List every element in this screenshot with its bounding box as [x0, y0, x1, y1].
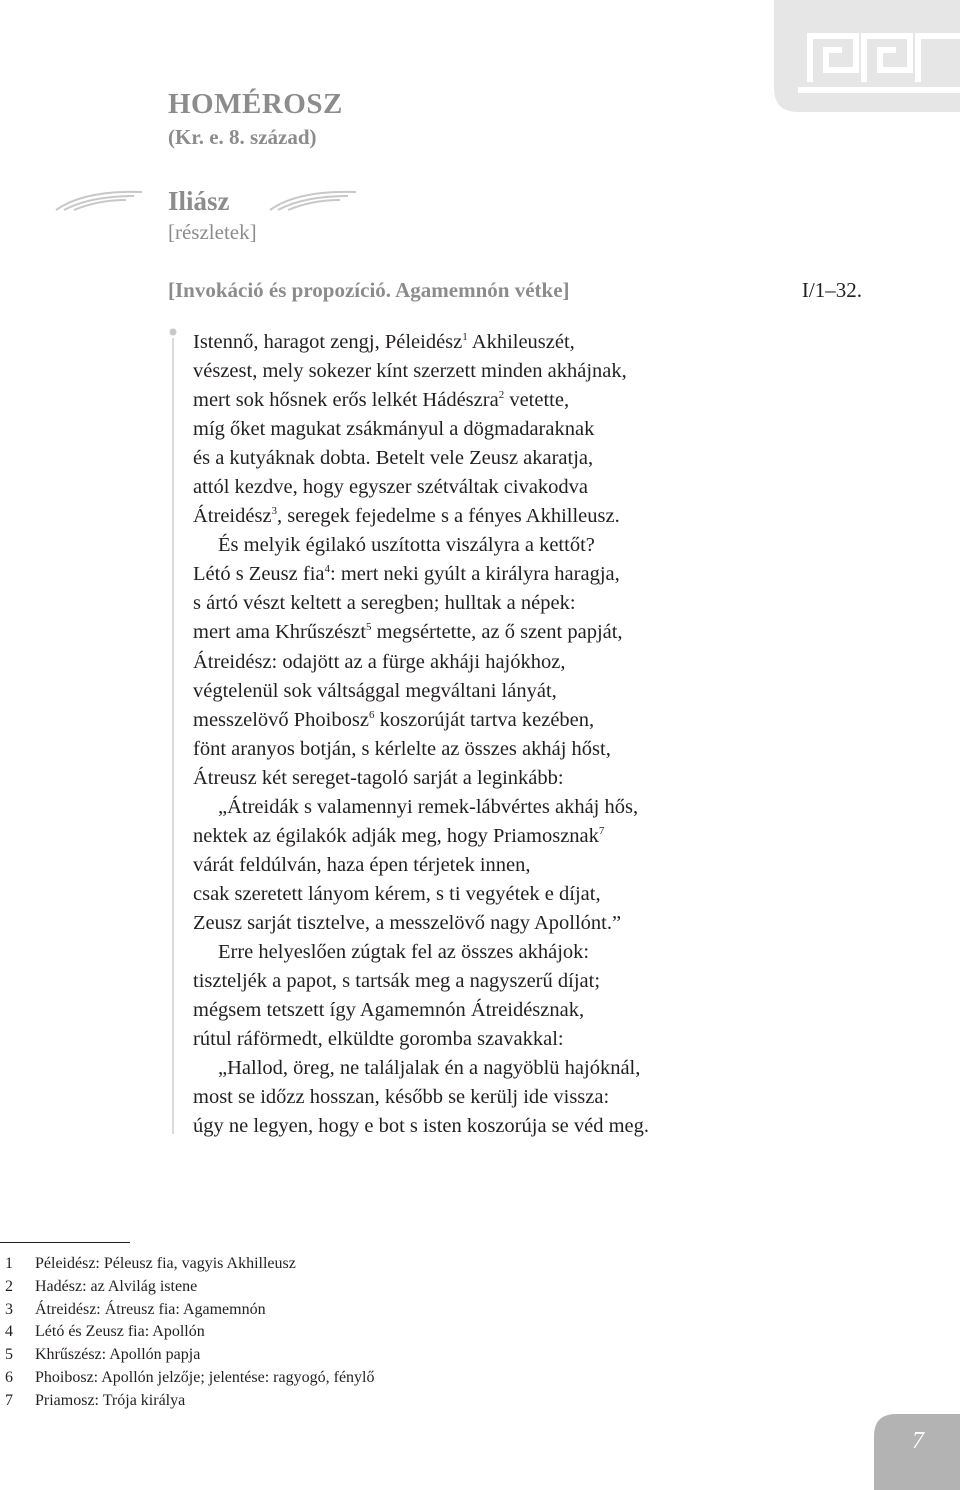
poem-text [193, 328, 753, 1141]
work-subtitle: [részletek] [168, 220, 257, 244]
wave-swirl-icon [54, 188, 144, 212]
footnote-text: Péleidész: Péleusz fia, vagyis Akhilleusz [35, 1255, 296, 1272]
footnote-item [5, 1390, 374, 1413]
footnote-text: Phoibosz: Apollón jelzője; jelentése: ragyogó, fénylő [35, 1368, 375, 1386]
poem-line-text: És melyik égilakó uszította viszályra a kettőt? [218, 534, 595, 557]
poem-line [193, 706, 753, 735]
footnote-number: 3 [5, 1300, 13, 1318]
poem-line-text: tiszteljék a papot, s tartsák meg a nagyszerű díjat; [193, 970, 601, 993]
poem-line-text: úgy ne legyen, hogy e bot s isten koszorúja se véd meg. [193, 1115, 650, 1138]
footnote-number: 6 [5, 1368, 13, 1386]
poem-line-text: várát feldúlván, haza épen térjetek innen, [193, 853, 531, 876]
footnote-marker: 5 [366, 621, 372, 634]
poem-line [193, 764, 753, 793]
poem-line-text: „Átreidák s valamennyi remek-lábvértes akháj hős, [218, 795, 639, 818]
poem-line-text: Átreusz két sereget-tagoló sarját a leginkább: [193, 766, 564, 789]
poem-line [193, 531, 753, 560]
footnote-marker: 3 [271, 505, 278, 518]
poem-line [193, 880, 753, 909]
poem-line [193, 473, 753, 502]
footnote-item [5, 1344, 374, 1367]
poem-line [193, 793, 753, 822]
footnote-item [5, 1276, 374, 1299]
page-number: 7 [912, 1428, 924, 1454]
poem-line [193, 328, 753, 357]
wave-swirl-icon [268, 188, 358, 212]
poem-line-text: Zeusz sarját tisztelve, a messzelövő nagy Apollónt.” [193, 911, 622, 934]
poem-line-text: attól kezdve, hogy egyszer szétváltak civakodva [193, 476, 589, 499]
footnote-item [5, 1253, 374, 1276]
poem-line [193, 851, 753, 880]
footnote-marker: 1 [462, 331, 468, 343]
footnote-number: 4 [5, 1323, 13, 1341]
poem-line [193, 444, 753, 473]
poem-line [193, 415, 753, 444]
poem-line [193, 909, 753, 938]
poem-line-text: , seregek fejedelme s a fényes Akhilleusz. [277, 505, 620, 528]
poem-line [193, 1025, 753, 1054]
footnote-number: 7 [5, 1391, 13, 1409]
margin-line [169, 328, 177, 1134]
verse-reference: I/1–32. [801, 278, 862, 302]
poem-line-text: és a kutyáknak dobta. Betelt vele Zeusz akaratja, [193, 447, 594, 470]
poem-line [193, 502, 753, 531]
poem-line [193, 1083, 753, 1112]
poem-line-text: csak szeretett lányom kérem, s ti vegyétek e díjat, [193, 882, 601, 905]
footnotes [5, 1253, 374, 1413]
footnote-number: 2 [5, 1277, 13, 1295]
poem-line [193, 996, 753, 1025]
poem-line [193, 677, 753, 706]
poem-line-text: Erre helyeslően zúgtak fel az összes akhájok: [218, 940, 590, 963]
poem-line [193, 386, 753, 415]
poem-line-text: vészest, mely sokezer kínt szerzett minden akhájnak, [193, 360, 627, 383]
poem-line-text: „Hallod, öreg, ne találjalak én a nagyöblü hajóknál, [218, 1057, 641, 1080]
poem-line [193, 357, 753, 386]
section-heading: [Invokáció és propozíció. Agamemnón vétke] [168, 278, 570, 302]
footnote-marker: 2 [498, 389, 505, 402]
poem-line-text: s ártó vészt keltett a seregben; hulltak a népek: [193, 592, 576, 615]
footnote-number: 5 [5, 1346, 13, 1364]
poem-line-text: nektek az égilakók adják meg, hogy Priamosznak [193, 824, 599, 847]
footnote-text: Khrűszész: Apollón papja [35, 1346, 201, 1364]
footnote-item [5, 1367, 374, 1390]
poem-line [193, 648, 753, 677]
poem-line-text: Akhileuszét, [467, 331, 575, 353]
poem-line [193, 967, 753, 996]
poem-line [193, 1054, 753, 1083]
footnote-number: 1 [5, 1255, 13, 1272]
poem-line [193, 1112, 753, 1141]
poem-line-text: rútul ráförmedt, elküldte goromba szavakkal: [193, 1028, 564, 1051]
work-title: Iliász [168, 186, 230, 216]
poem-line-text: míg őket magukat zsákmányul a dögmadaraknak [193, 418, 595, 441]
poem-line-text: most se időzz hosszan, később se kerülj ide vissza: [193, 1086, 610, 1109]
poem-line [193, 560, 753, 589]
poem-line-text: : mert neki gyúlt a királyra haragja, [330, 563, 620, 586]
poem-line-text: Istennő, haragot zengj, Péleidész [193, 331, 463, 353]
poem-line-text: koszorúját tartva kezében, [374, 708, 595, 731]
poem-line-text: végtelenül sok váltsággal megváltani lányát, [193, 679, 557, 702]
footnote-marker: 6 [368, 708, 375, 721]
footnote-marker: 4 [324, 563, 330, 576]
footnote-text: Hadész: az Alvilág istene [35, 1277, 198, 1295]
footnote-marker: 7 [598, 824, 605, 837]
poem-line-text: Átreidész: odajött az a fürge akháji hajókhoz, [193, 650, 566, 673]
footnote-divider [0, 1242, 130, 1243]
footnote-text: Priamosz: Trója királya [35, 1391, 186, 1409]
poem-line-text: vetette, [504, 389, 570, 412]
poem-line-text: messzelövő Phoibosz [193, 708, 369, 731]
poem-line-text: fönt aranyos botján, s kérlelte az összes akháj hőst, [193, 737, 611, 760]
poem-line-text: mégsem tetszett így Agamemnón Átreidésznak, [193, 999, 585, 1022]
footnote-text: Létó és Zeusz fia: Apollón [35, 1323, 205, 1341]
author-era: (Kr. e. 8. század) [168, 125, 317, 149]
poem-line [193, 735, 753, 764]
poem-line-text: megsértette, az ő szent papját, [371, 621, 623, 644]
poem-line [193, 938, 753, 967]
poem-line [193, 589, 753, 618]
poem-line-text: Átreidész [193, 505, 272, 528]
poem-line-text: Létó s Zeusz fia [193, 563, 325, 586]
poem-line-text: mert sok hősnek erős lelkét Hádészra [193, 389, 499, 412]
footnote-item [5, 1321, 374, 1344]
poem-line [193, 618, 753, 647]
poem-line-text: mert ama Khrűszészt [193, 621, 367, 644]
author-name: HOMÉROSZ [168, 88, 343, 120]
greek-key-meander-icon [774, 0, 960, 112]
poem-line [193, 822, 753, 851]
footnote-item [5, 1299, 374, 1322]
footnote-text: Átreidész: Átreusz fia: Agamemnón [35, 1300, 266, 1318]
